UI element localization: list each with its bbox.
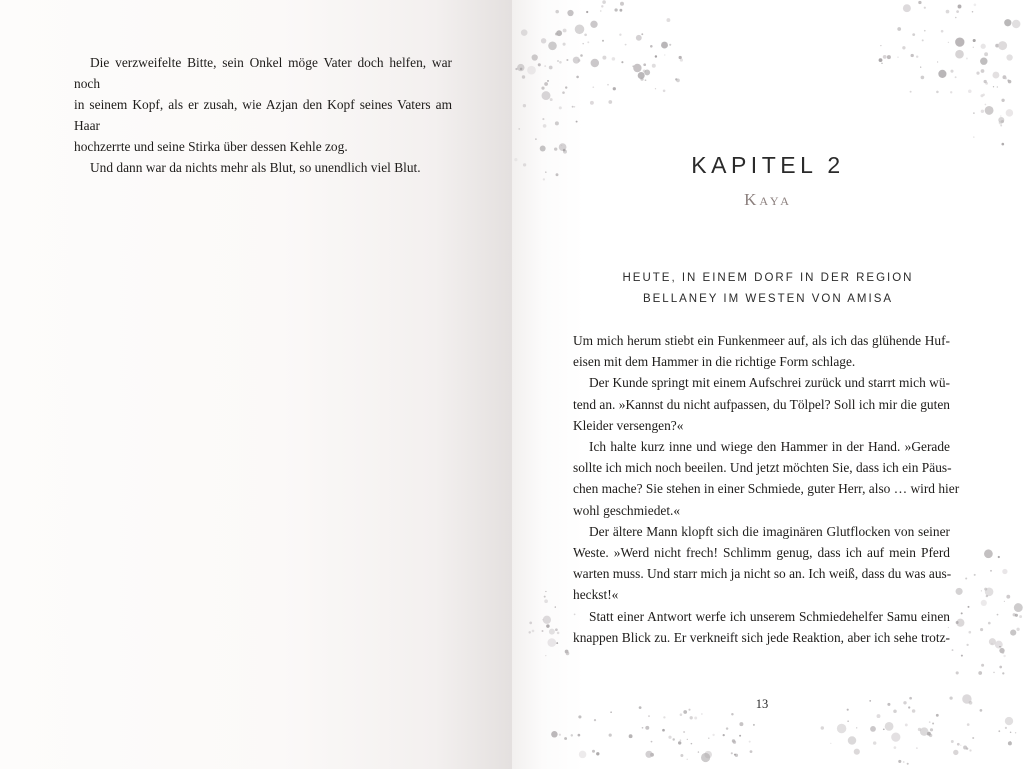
- page-number: 13: [755, 697, 769, 711]
- chapter-character-name: Kaya: [744, 190, 792, 209]
- text-line: in seinem Kopf, als er zusah, wie Azjan den Kopf seines Vaters am Haar: [74, 97, 452, 133]
- text-line: wohl geschmiedet.«: [573, 502, 681, 518]
- paragraph: [74, 157, 452, 178]
- text-line: Weste. »Werd nicht frech! Schlimm genug, dass ich auf mein Pferd: [573, 545, 950, 561]
- chapter-setting-subtitle: [512, 268, 1024, 310]
- text-line: heckst!«: [573, 587, 619, 603]
- chapter-title: KAPITEL 2: [691, 152, 845, 178]
- subtitle-line: HEUTE, IN EINEM DORF IN DER REGION: [622, 272, 914, 284]
- right-page-body-text: [573, 330, 960, 648]
- text-line: chen mache? Sie stehen in einer Schmiede, guter Herr, also … wird hier: [573, 481, 960, 497]
- text-line: Kleider versengen?«: [573, 417, 684, 433]
- text-line: Der ältere Mann klopft sich die imaginären Glutflocken von seiner: [589, 523, 950, 539]
- subtitle-line: BELLANEY IM WESTEN VON AMISA: [642, 293, 894, 305]
- left-page-body-text: [74, 52, 452, 178]
- text-line: Ich halte kurz inne und wiege den Hammer in der Hand. »Gerade: [589, 439, 950, 455]
- text-line: Der Kunde springt mit einem Aufschrei zurück und starrt mich wü-: [589, 375, 950, 391]
- text-line: eisen mit dem Hammer in die richtige Form schlage.: [573, 354, 856, 370]
- text-line: hochzerrte und seine Stirka über dessen Kehle zog.: [74, 139, 348, 154]
- text-line: tend an. »Kannst du nicht aufpassen, du Tölpel? Soll ich mir die guten: [573, 396, 950, 412]
- text-line: knappen Blick zu. Er verkneift sich jede Reaktion, aber ich sehe trotz-: [573, 629, 950, 645]
- text-line: Und dann war da nichts mehr als Blut, so unendlich viel Blut.: [90, 160, 421, 175]
- text-line: sollte ich mich noch beeilen. Und jetzt möchten Sie, dass ich ein Päus-: [573, 460, 952, 476]
- text-line: Um mich herum stiebt ein Funkenmeer auf, als ich das glühende Huf-: [573, 333, 950, 348]
- text-line: warten muss. Und starr mich ja nicht so an. Ich weiß, dass du was aus-: [573, 566, 952, 582]
- paragraph: [74, 52, 452, 157]
- text-line: Die verzweifelte Bitte, sein Onkel möge Vater doch helfen, war noch: [74, 55, 452, 91]
- text-line: Statt einer Antwort werfe ich unserem Schmiedehelfer Samu einen: [589, 608, 950, 624]
